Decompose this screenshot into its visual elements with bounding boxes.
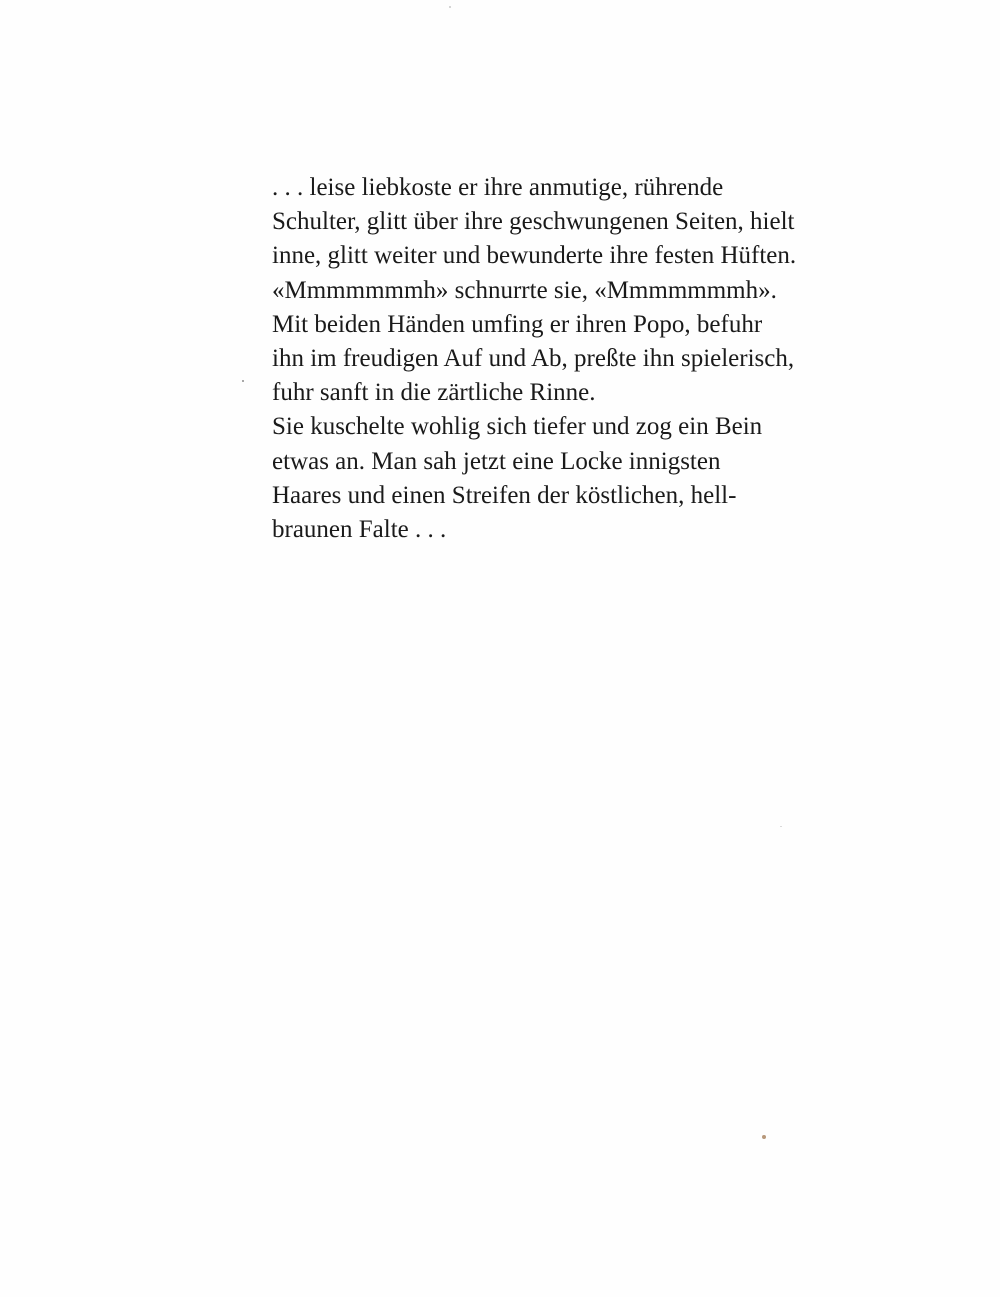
paper-speck [780,826,782,827]
text-line: Mit beiden Händen umfing er ihren Popo, befuhr [272,310,763,338]
text-line: fuhr sanft in die zärtliche Rinne. [272,379,596,407]
text-line: «Mmmmmmmh» schnurrte sie, «Mmmmmmmh». [272,276,777,304]
paper-speck [242,380,244,382]
paper-speck [449,6,451,8]
text-line: Haares und einen Streifen der köstlichen, hell- [272,481,737,509]
text-line: Sie kuschelte wohlig sich tiefer und zog ein Bein [272,413,763,441]
paper-speck [762,1135,766,1139]
text-line: etwas an. Man sah jetzt eine Locke innigsten [272,447,721,475]
paragraph [272,171,912,410]
text-line: Schulter, glitt über ihre geschwungenen Seiten, hielt [272,208,795,236]
body-text [272,171,912,547]
text-line: . . . leise liebkoste er ihre anmutige, rührende [272,174,724,201]
text-line: ihn im freudigen Auf und Ab, preßte ihn spielerisch, [272,344,795,372]
text-line: inne, glitt weiter und bewunderte ihre festen Hüften. [272,242,797,270]
text-line: braunen Falte . . . [272,515,447,543]
paragraph [272,410,912,547]
